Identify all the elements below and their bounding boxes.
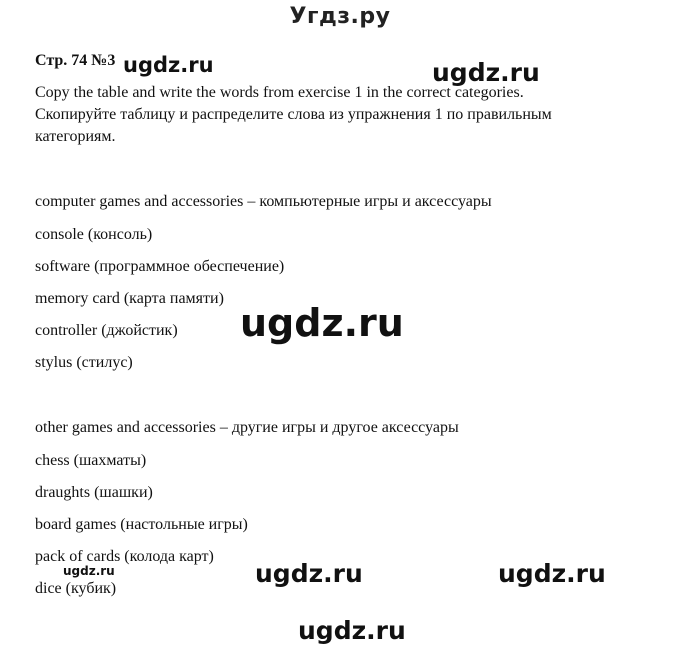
- list-item: dice (кубик): [35, 580, 117, 597]
- watermark: ugdz.ru: [298, 616, 406, 645]
- instruction-english: Copy the table and write the words from exercise 1 in the correct categories.: [35, 84, 524, 101]
- list-item: board games (настольные игры): [35, 516, 248, 533]
- watermark: ugdz.ru: [255, 559, 363, 588]
- section-title-other-games: other games and accessories – другие игры и другое аксессуары: [35, 419, 459, 436]
- watermark: ugdz.ru: [63, 564, 115, 578]
- watermark: ugdz.ru: [240, 301, 404, 345]
- list-item: stylus (стилус): [35, 354, 133, 371]
- watermark: ugdz.ru: [432, 58, 540, 87]
- list-item: draughts (шашки): [35, 484, 153, 501]
- section-title-computer-games: computer games and accessories – компьютерные игры и аксессуары: [35, 193, 492, 210]
- watermark: ugdz.ru: [498, 559, 606, 588]
- list-item: software (программное обеспечение): [35, 258, 285, 275]
- list-item: chess (шахматы): [35, 452, 147, 469]
- list-item: controller (джойстик): [35, 322, 178, 339]
- site-title: Угдз.ру: [289, 4, 391, 29]
- exercise-heading: Стр. 74 №3: [35, 52, 116, 69]
- list-item: pack of cards (колода карт): [35, 548, 214, 565]
- instruction-russian-line2: категориям.: [35, 128, 116, 145]
- list-item: console (консоль): [35, 226, 153, 243]
- watermark: ugdz.ru: [123, 53, 214, 77]
- list-item: memory card (карта памяти): [35, 290, 224, 307]
- instruction-russian-line1: Скопируйте таблицу и распределите слова из упражнения 1 по правильным: [35, 106, 552, 123]
